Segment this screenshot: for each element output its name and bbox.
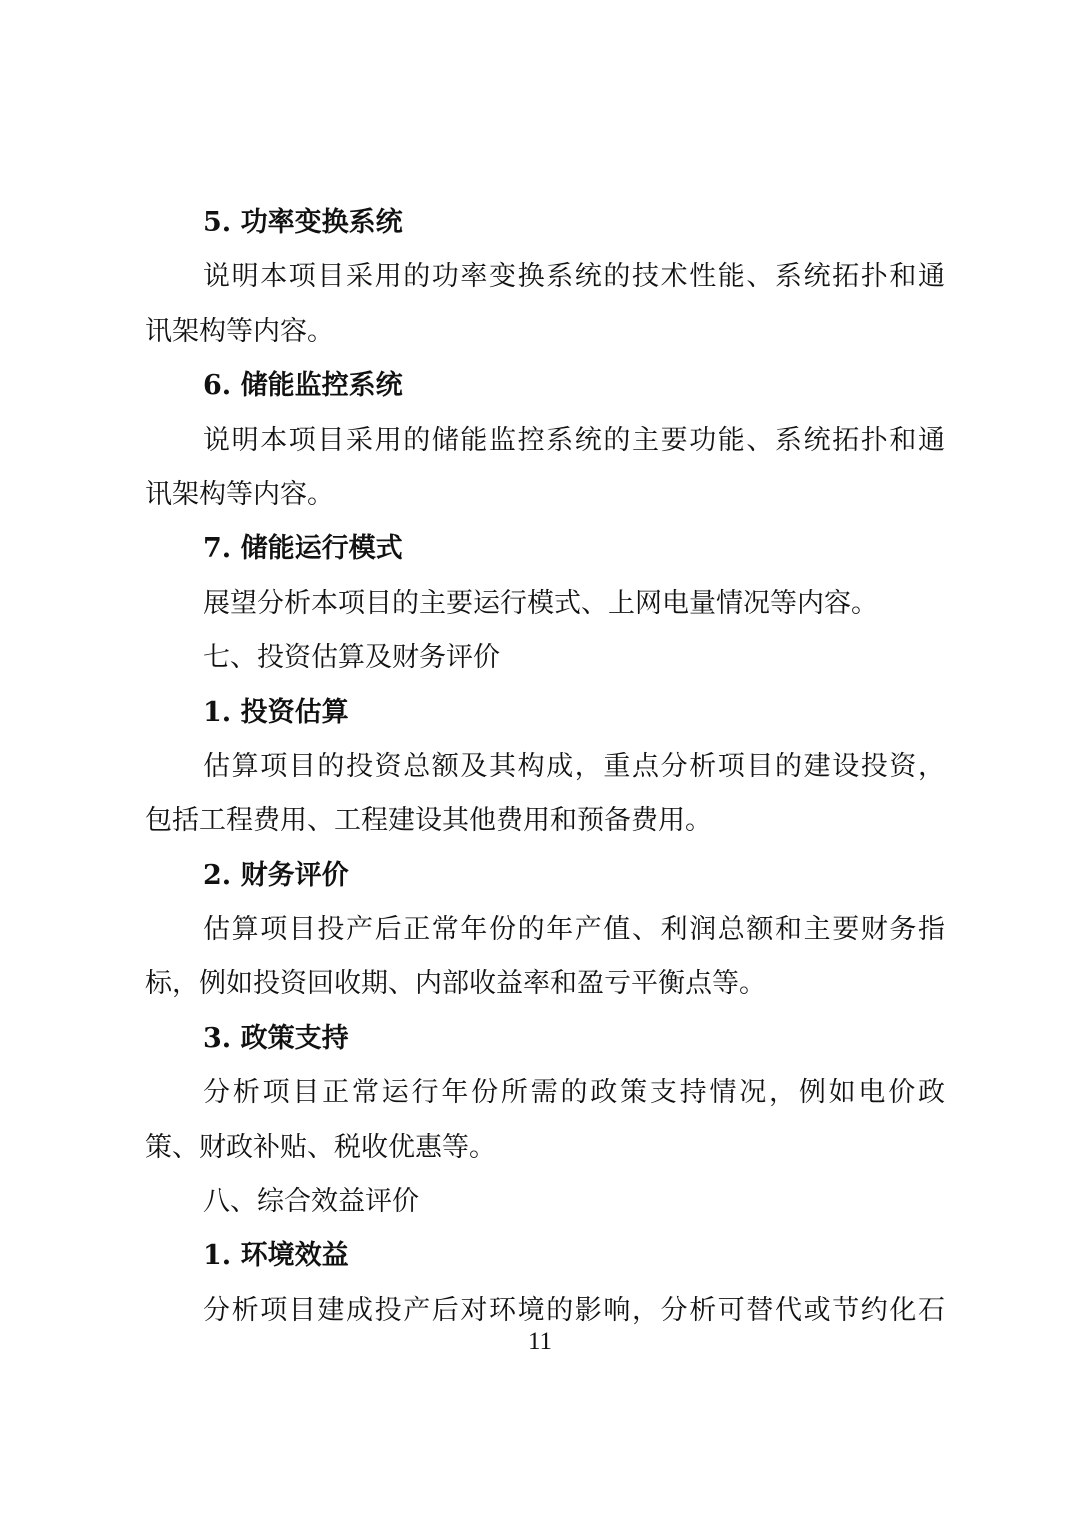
paragraph-line: 讯架构等内容。 [145, 478, 334, 510]
paragraph-line: 分析项目建成投产后对环境的影响，分析可替代或节约化石 [203, 1294, 945, 1326]
paragraph-line: 标，例如投资回收期、内部收益率和盈亏平衡点等。 [145, 968, 766, 1000]
paragraph-line: 说明本项目采用的储能监控系统的主要功能、系统拓扑和通 [203, 424, 945, 456]
paragraph-line: 说明本项目采用的功率变换系统的技术性能、系统拓扑和通 [203, 261, 945, 293]
subheading-monitoring-system: 6. 储能监控系统 [203, 370, 403, 402]
subheading-investment-estimate: 1. 投资估算 [203, 696, 349, 728]
subheading-policy-support: 3. 政策支持 [203, 1022, 349, 1054]
paragraph-line: 估算项目的投资总额及其构成，重点分析项目的建设投资， [203, 750, 945, 782]
subheading-environmental-benefit: 1. 环境效益 [203, 1240, 349, 1272]
paragraph-line: 讯架构等内容。 [145, 315, 334, 347]
document-body [145, 196, 945, 1338]
subheading-power-conversion: 5. 功率变换系统 [203, 207, 403, 238]
paragraph-line: 估算项目投产后正常年份的年产值、利润总额和主要财务指 [203, 914, 945, 946]
paragraph-line: 包括工程费用、工程建设其他费用和预备费用。 [145, 805, 712, 837]
paragraph-line: 分析项目正常运行年份所需的政策支持情况，例如电价政 [203, 1077, 945, 1109]
page-number: 11 [527, 1328, 553, 1355]
paragraph-line: 策、财政补贴、税收优惠等。 [145, 1131, 496, 1163]
section-heading-benefit: 八、综合效益评价 [203, 1186, 419, 1218]
subheading-operation-mode: 7. 储能运行模式 [203, 533, 403, 565]
section-heading-investment: 七、投资估算及财务评价 [203, 642, 500, 674]
subheading-financial-evaluation: 2. 财务评价 [203, 859, 349, 891]
paragraph-line: 展望分析本项目的主要运行模式、上网电量情况等内容。 [203, 587, 878, 619]
